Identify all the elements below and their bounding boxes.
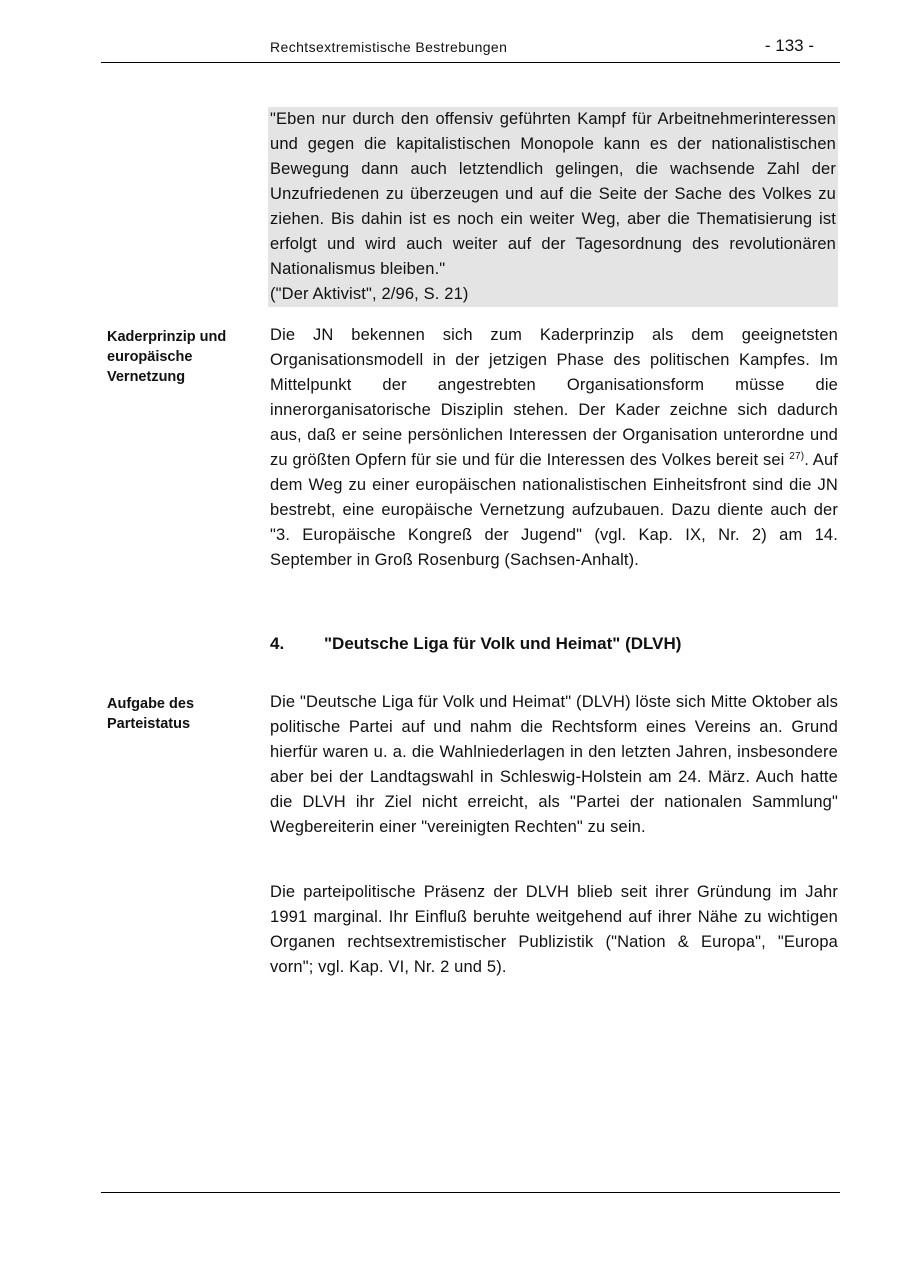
section-number: 4. (270, 634, 285, 653)
paragraph-dlvh-1 (270, 690, 838, 840)
page-header (101, 36, 840, 63)
body-text: Die "Deutsche Liga für Volk und Heimat" (DLVH) löste sich Mitte Oktober als politische Partei auf und nahm die Rechtsform eines Vereins an. Grund hierfür waren u. a. die Wahlniederlagen in den letzten Jahren, insbesondere aber bei der Landtagswahl in Schleswig-Holstein am 24. März. Auch hatte die DLVH ihr Ziel nicht erreicht, als "Partei der nationalen Sammlung" Wegbereiterin einer "vereinigten Rechten" zu sein. (270, 693, 838, 836)
section-heading (270, 634, 681, 654)
margin-note-line: Vernetzung (107, 369, 186, 385)
footnote-reference: 27) (789, 451, 805, 462)
section-title: "Deutsche Liga für Volk und Heimat" (DLVH) (324, 634, 682, 653)
text-after-footnote: . Auf dem Weg zu einer europäischen nationalistischen Einheitsfront sind die JN bestrebt, eine europäische Vernetzung aufzubauen. Dazu diente auch der "3. Europäische Kongreß der Jugend" (vgl. Kap. IX, Nr. 2) am 14. September in Groß Rosenburg (Sachsen-Anhalt). (270, 451, 839, 569)
margin-note-parteistatus (107, 694, 257, 734)
margin-note-line: europäische (107, 349, 193, 365)
quote-block (268, 107, 838, 307)
text-before-footnote: Die JN bekennen sich zum Kaderprinzip als dem geeignetsten Organisationsmodell in der jetzigen Phase des politischen Kampfes. Im Mittelpunkt der angestrebten Organisationsform müsse die innerorganisatorische Disziplin stehen. Der Kader zeichne sich dadurch aus, daß er seine persönlichen Interessen der Organisation unterordne und zu größten Opfern für sie und für die Interessen des Volkes bereit sei (270, 326, 838, 469)
margin-note-line: Parteistatus (107, 716, 191, 732)
body-text: Die parteipolitische Präsenz der DLVH blieb seit ihrer Gründung im Jahr 1991 marginal. Ihr Einfluß beruhte weitgehend auf ihrer Nähe zu wichtigen Organen rechtsextremistischer Publizistik ("Nation & Europa", "Europa vorn"; vgl. Kap. VI, Nr. 2 und 5). (270, 883, 838, 976)
margin-note-line: Aufgabe des (107, 696, 195, 712)
paragraph-kaderprinzip (270, 323, 838, 573)
quote-text: "Eben nur durch den offensiv geführten Kampf für Arbeitnehmerinteressen und gegen die kapitalistischen Monopole kann es der nationalistischen Bewegung dann auch letztendlich gelingen, die wachsende Zahl der Unzufriedenen zu überzeugen und auf die Seite der Sache des Volkes zu ziehen. Bis dahin ist es noch ein weiter Weg, aber die Thematisierung ist erfolgt und wird auch weiter auf der Tagesordnung des revolutionären Nationalismus bleiben." (270, 110, 836, 278)
footer-rule (101, 1192, 840, 1193)
margin-note-line: Kaderprinzip und (107, 329, 227, 345)
body-text (270, 323, 838, 573)
paragraph-dlvh-2 (270, 880, 838, 980)
quote-citation: ("Der Aktivist", 2/96, S. 21) (270, 285, 469, 303)
page-number: - 133 - (764, 36, 814, 55)
running-header-title: Rechtsextremistische Bestrebungen (270, 39, 508, 55)
margin-note-kaderprinzip (107, 327, 257, 387)
